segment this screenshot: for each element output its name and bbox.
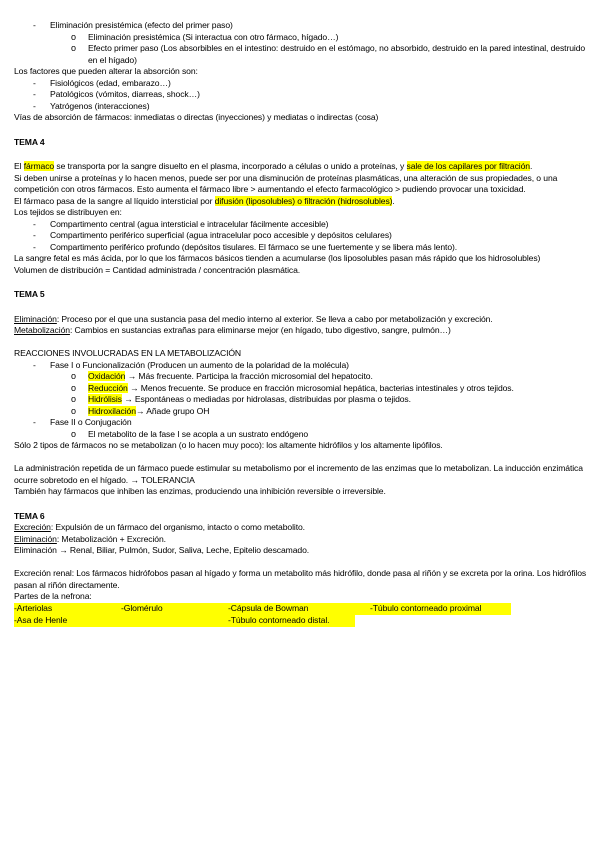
paragraph: Vías de absorción de fármacos: inmediatas o directas (inyecciones) y mediatas o indirectas (cosa) [14, 112, 379, 122]
highlight: Reducción [88, 382, 128, 393]
list-item: o Hidroxilación→ Añade grupo OH [71, 405, 210, 416]
term: Excreción [14, 522, 51, 532]
section-heading: TEMA 6 [14, 510, 45, 521]
nephron-row [14, 603, 588, 615]
list-item: o El metabolito de la fase I se acopla a un sustrato endógeno [71, 428, 309, 439]
paragraph: El fármaco pasa de la sangre al líquido intersticial por difusión (liposolubles) o filtración (hidrosolubles). [14, 195, 395, 206]
paragraph: La sangre fetal es más ácida, por lo que los fármacos básicos tienden a acumularse (los liposolubles pasan más rápido que los hidrosolubles) [14, 253, 541, 263]
paragraph: Partes de la nefrona: [14, 591, 92, 601]
paragraph: El fármaco se transporta por la sangre disuelto en el plasma, incorporado a células o unido a proteínas, y sale de los capilares por filtración. [14, 161, 533, 171]
nephron-part: -Arteriolas [14, 602, 53, 613]
nephron-part: -Cápsula de Bowman [228, 602, 309, 613]
highlight: Hidrólisis [88, 394, 122, 404]
section-heading: TEMA 4 [14, 136, 45, 147]
list-item: - Yatrógenos (interacciones) [33, 100, 150, 111]
list-item: - Compartimento periférico superficial (agua intracelular poco accesible y depósitos celulares) [33, 230, 392, 240]
nephron-row [14, 615, 588, 627]
list-item: - Fase II o Conjugación [33, 417, 132, 427]
term: Metabolización [14, 325, 70, 335]
list-item: o Reducción → Menos frecuente. Se produce en fracción microsomial hepática, bacterias intestinales y otros tejidos. [71, 382, 514, 393]
paragraph: Los factores que pueden alterar la absorción son: [14, 66, 198, 76]
term: Eliminación [14, 533, 57, 544]
nephron-part: -Glomérulo [121, 602, 163, 613]
paragraph: Excreción: Expulsión de un fármaco del organismo, intacto o como metabolito. [14, 522, 305, 532]
nephron-part: -Asa de Henle [14, 614, 68, 625]
list-item: - Eliminación presistémica (efecto del primer paso) [33, 20, 233, 30]
paragraph: También hay fármacos que inhiben las enzimas, produciendo una inhibición reversible o irreversible. [14, 486, 386, 496]
paragraph: Eliminación → Renal, Biliar, Pulmón, Sudor, Saliva, Leche, Epitelio descamado. [14, 545, 310, 555]
paragraph: Volumen de distribución = Cantidad administrada / concentración plasmática. [14, 264, 301, 275]
paragraph: Los tejidos se distribuyen en: [14, 207, 122, 217]
section-heading: TEMA 5 [14, 289, 45, 299]
list-item: o Oxidación → Más frecuente. Participa la fracción microsomial del hepatocito. [71, 371, 373, 381]
list-item: - Compartimento central (agua intersticial e intracelular fácilmente accesible) [33, 218, 329, 229]
document-page [14, 20, 588, 627]
nephron-part: -Túbulo contorneado distal. [228, 614, 330, 625]
list-item: - Fisiológicos (edad, embarazo…) [33, 77, 171, 88]
paragraph: Si deben unirse a proteínas y lo hacen menos, puede ser por una disminución de proteínas plasmáticas, una alteración de sus propiedades, o una competición con otros fármacos. Esto aumenta el fármaco libre > aumentando el efecto farmacológico > pudiendo provocar una toxicidad. [14, 172, 558, 194]
highlight: difusión (liposolubles) o filtración (hidrosolubles) [214, 195, 393, 206]
nephron-part: -Túbulo contorneado proximal [370, 602, 482, 613]
paragraph: Excreción renal: Los fármacos hidrófobos pasan al hígado y forma un metabolito más hidrófilo, donde pasa al riñón y se excreta por la orina. Los hidrófilos pasan al riñón directamente. [14, 568, 587, 590]
paragraph: Eliminación: Metabolización + Excreción. [14, 533, 166, 544]
subheading: REACCIONES INVOLUCRADAS EN LA METABOLIZACIÓN [14, 348, 242, 358]
list-item: - Compartimento periférico profundo (depósitos tisulares. El fármaco se une fuertemente y se libera más lento). [33, 241, 458, 252]
list-item: o Hidrólisis → Espontáneas o mediadas por hidrolasas, distribuidas por plasma o tejidos. [71, 394, 411, 404]
paragraph: Metabolización: Cambios en sustancias extrañas para eliminarse mejor (en hígado, tubo digestivo, sangre, pulmón…) [14, 325, 451, 335]
list-item: o Efecto primer paso (Los absorbibles en el intestino: destruido en el estómago, no absorbido, destruido en la pared intestinal, destruido en el hígado) [71, 43, 586, 65]
list-item: - Patológicos (vómitos, diarreas, shock…) [33, 89, 200, 99]
list-item: o Eliminación presistémica (Si interactua con otro fármaco, hígado…) [71, 31, 339, 42]
paragraph: Eliminación: Proceso por el que una sustancia pasa del medio interno al exterior. Se lleva a cabo por metabolización y excreción. [14, 313, 493, 324]
term: Eliminación [14, 313, 57, 324]
highlight: Hidroxilación [88, 405, 136, 416]
paragraph: Sólo 2 tipos de fármacos no se metabolizan (o lo hacen muy poco): los altamente hidrófilos y los altamente lipófilos. [14, 440, 443, 450]
highlight: sale de los capilares por filtración [406, 161, 530, 171]
highlight: fármaco [23, 161, 55, 171]
highlight: Oxidación [88, 371, 126, 381]
list-item: - Fase I o Funcionalización (Producen un aumento de la polaridad de la molécula) [33, 359, 349, 370]
paragraph: La administración repetida de un fármaco puede estimular su metabolismo por el incremento de las enzimas que lo metabolizan. La inducción enzimática ocurre sobretodo en el hígado. → TOLERANCIA [14, 463, 583, 485]
